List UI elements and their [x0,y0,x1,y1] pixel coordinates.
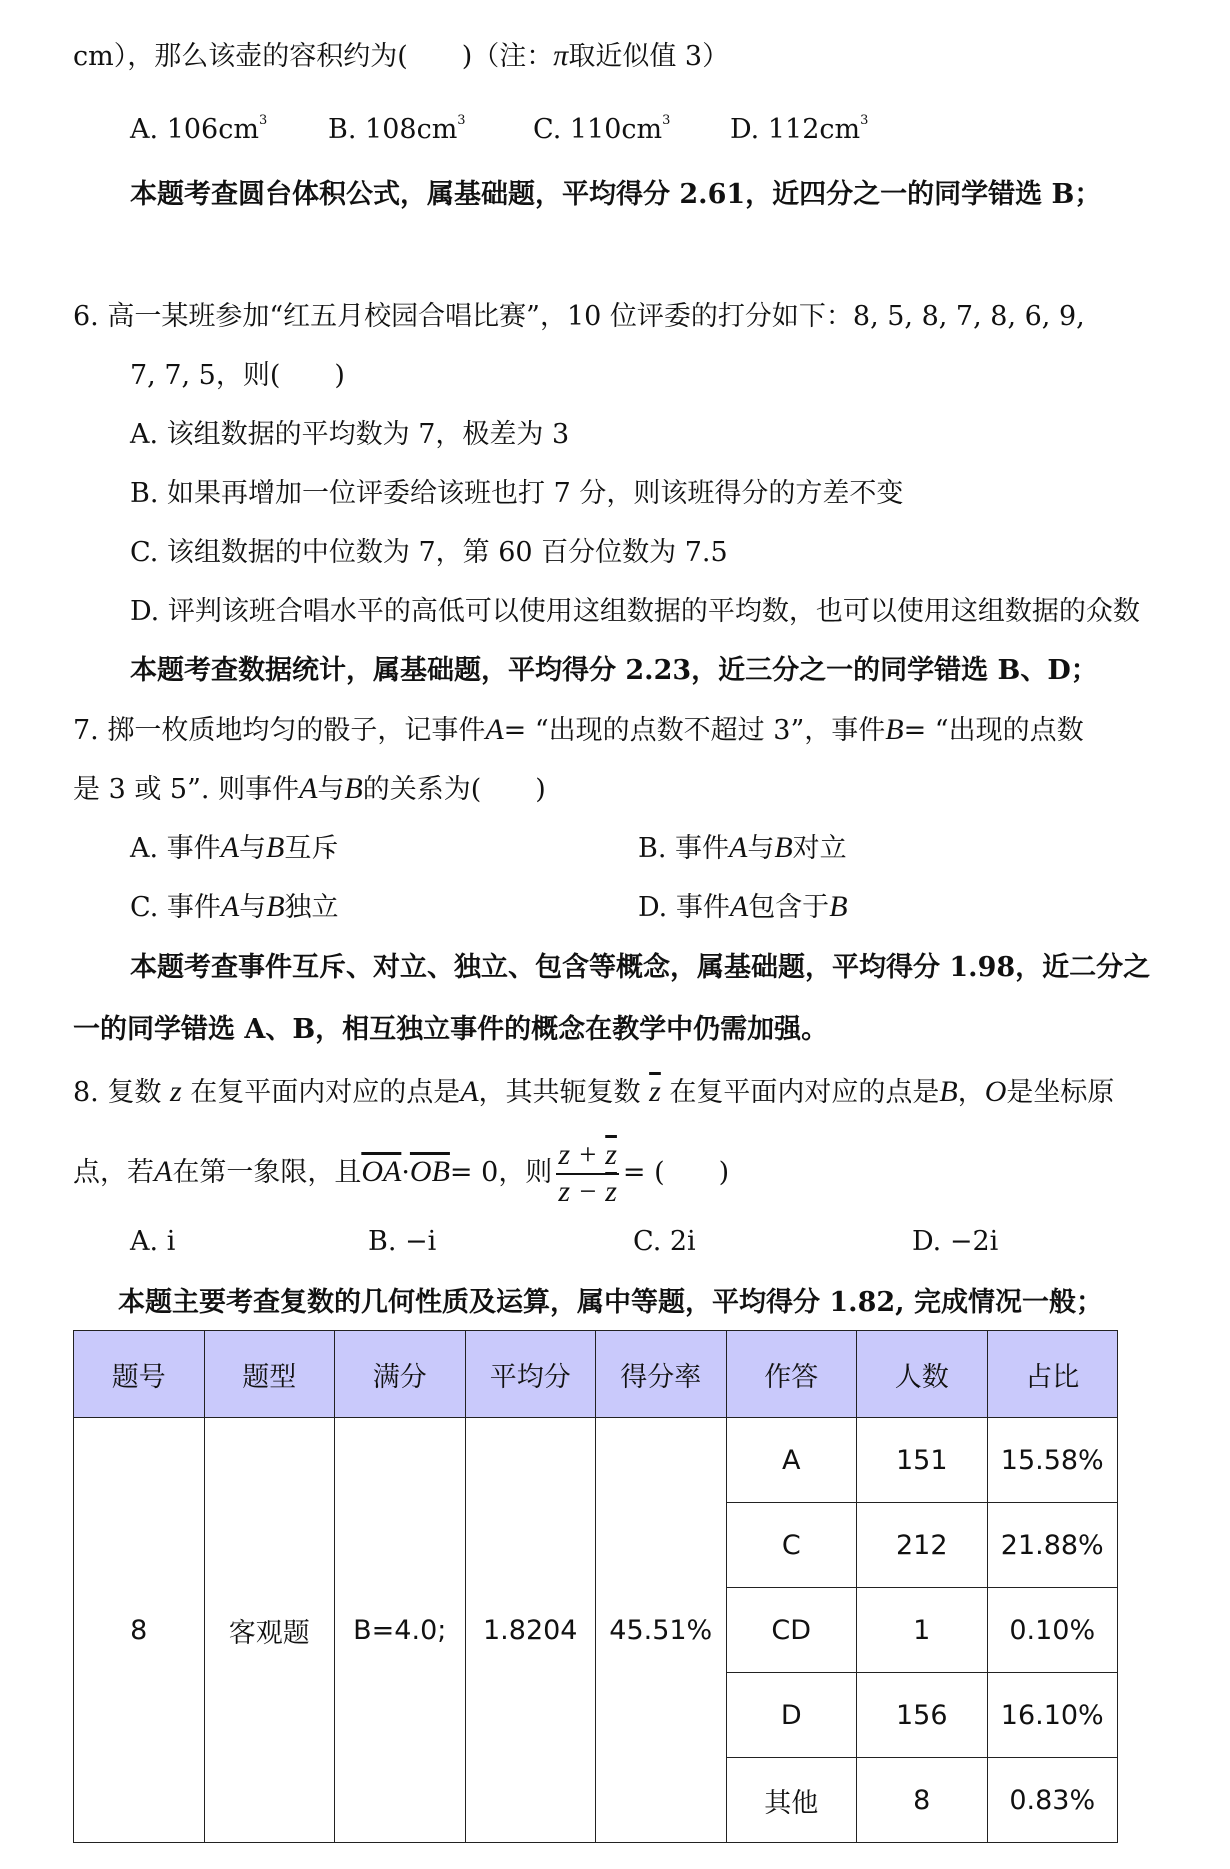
vector-ob: $\overline{OB}$ [409,1155,450,1188]
q7-option-d: D. 事件A包含于B [638,890,848,923]
q7-comment-line1: 本题考查事件互斥、对立、独立、包含等概念，属基础题，平均得分 1.98，近二分之 [130,952,1151,983]
q8-comment: 本题主要考查复数的几何性质及运算，属中等题，平均得分 1.82, 完成情况一般； [118,1287,1103,1318]
q7-stem-line1: 7. 掷一枚质地均匀的骰子，记事件A= “出现的点数不超过 3”，事件B= “出现的点数 [73,713,1084,746]
cell-share: 15.58% [987,1418,1118,1503]
cell-share: 0.83% [987,1758,1118,1843]
q5-stem-text: cm），那么该壶的容积约为( )（注： [73,41,554,72]
cell-answer: D [726,1673,857,1758]
q8-option-d: D. −2i [912,1226,999,1257]
cell-share: 21.88% [987,1503,1118,1588]
score-stats-table [73,1330,1118,1843]
var-z-conjugate: $\overline{z}$ [649,1075,661,1108]
cell-question-no: 8 [74,1418,205,1843]
header-average: 平均分 [465,1331,596,1418]
cell-answer: A [726,1418,857,1503]
cell-answer: CD [726,1588,857,1673]
fraction: $\frac{z + \overline{z}}{z - \overline{z}}$ [558,1137,617,1208]
q5-comment: 本题考查圆台体积公式，属基础题，平均得分 2.61，近四分之一的同学错选 B； [130,179,1102,210]
var-b: B [885,713,904,746]
q7-option-a: A. 事件A与B互斥 [130,831,339,864]
q7-stem-line2: 是 3 或 5”. 则事件A与B的关系为( ) [73,772,546,805]
q8-option-c: C. 2i [633,1226,696,1257]
cell-share: 16.10% [987,1673,1118,1758]
header-score-rate: 得分率 [596,1331,727,1418]
cell-count: 151 [857,1418,988,1503]
q5-option-d: D. $112cm^3$ [730,113,869,145]
q6-option-b: B. 如果再增加一位评委给该班也打 7 分，则该班得分的方差不变 [130,478,904,509]
header-count: 人数 [857,1331,988,1418]
q8-option-a: A. i [130,1226,176,1257]
q8-stem-line1: 8. 复数 z 在复平面内对应的点是A，其共轭复数 $\overline{z}$ 在复平面内对应的点是B，O是坐标原 [73,1075,1115,1108]
q6-stem-line1: 6. 高一某班参加“红五月校园合唱比赛”，10 位评委的打分如下：8, 5, 8, 7, 8, 6, 9, [73,301,1085,332]
cell-answer: C [726,1503,857,1588]
q7-option-b: B. 事件A与B对立 [638,831,847,864]
cell-count: 8 [857,1758,988,1843]
q6-option-c: C. 该组数据的中位数为 7，第 60 百分位数为 7.5 [130,537,728,568]
var-a: A [485,713,504,746]
q6-stem-line2: 7, 7, 5，则( ) [130,360,345,391]
q5-option-c: C. $110cm^3$ [533,113,671,145]
q8-stem-line2: 点，若A在第一象限，且$\overline{OA}\cdot\overline{OB}= 0$，则 $\frac{z + \overline{z}}{z - \overline{z}}$ = ( ) [73,1137,730,1208]
var-z: z [169,1075,182,1108]
cell-count: 156 [857,1673,988,1758]
q5-option-a: A. $106cm^3$ [130,113,268,145]
q6-comment: 本题考查数据统计，属基础题，平均得分 2.23，近三分之一的同学错选 B、D； [130,655,1098,686]
q7-comment-line2: 一的同学错选 A、B，相互独立事件的概念在教学中仍需加强。 [73,1014,829,1045]
q7-option-c: C. 事件A与B独立 [130,890,339,923]
cell-question-type: 客观题 [204,1418,335,1843]
header-share: 占比 [987,1331,1118,1418]
vector-oa: $\overline{OA}$ [361,1155,402,1188]
cell-score-rate: 45.51% [596,1418,727,1843]
cell-average: 1.8204 [465,1418,596,1843]
table-row [74,1418,1118,1503]
header-question-type: 题型 [204,1331,335,1418]
pi-symbol: π [553,39,569,72]
cell-count: 212 [857,1503,988,1588]
q6-option-a: A. 该组数据的平均数为 7，极差为 3 [130,419,570,450]
header-answer: 作答 [726,1331,857,1418]
cell-share: 0.10% [987,1588,1118,1673]
q5-option-b: B. $108cm^3$ [328,113,466,145]
cell-full-score: B=4.0; [335,1418,466,1843]
q5-stem-continuation [73,36,729,77]
table-header-row [74,1331,1118,1418]
q5-stem-text-end: 取近似值 3） [568,41,730,72]
cell-answer: 其他 [726,1758,857,1843]
q8-option-b: B. −i [368,1226,437,1257]
cell-count: 1 [857,1588,988,1673]
header-question-no: 题号 [74,1331,205,1418]
header-full-score: 满分 [335,1331,466,1418]
q6-option-d: D. 评判该班合唱水平的高低可以使用这组数据的平均数，也可以使用这组数据的众数 [130,596,1140,627]
